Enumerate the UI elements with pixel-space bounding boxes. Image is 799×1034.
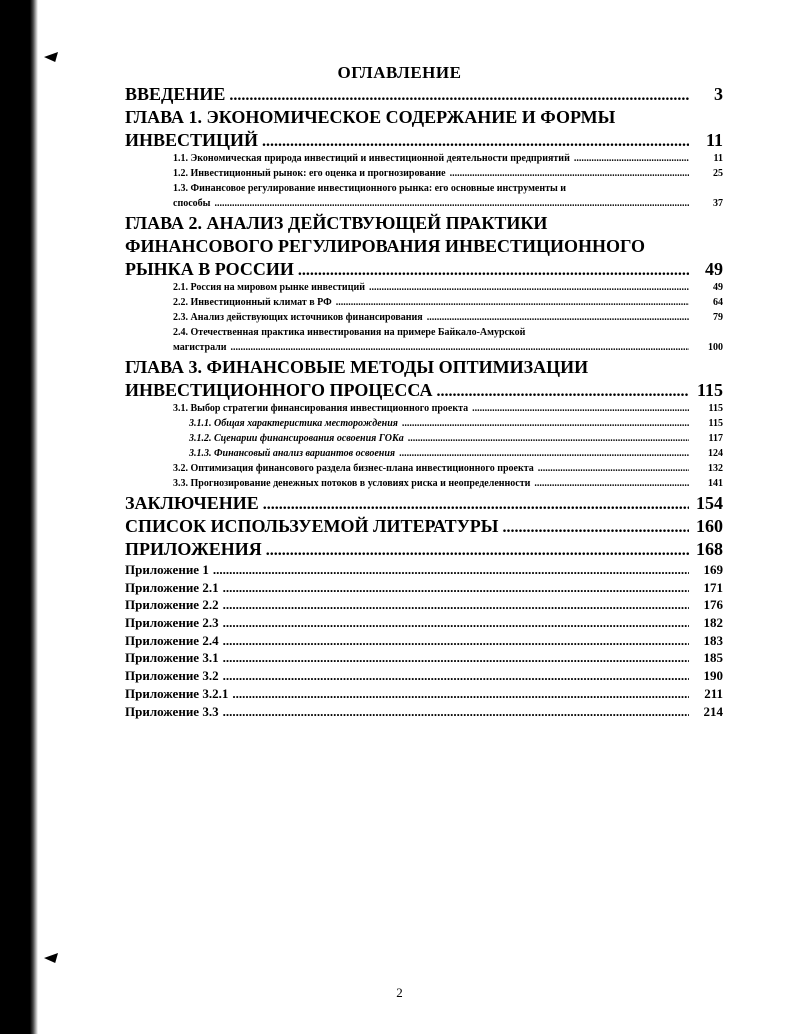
toc-page: 190 bbox=[703, 668, 723, 684]
toc-label: 3.1.1. Общая характеристика месторождения bbox=[189, 418, 398, 429]
toc-label: Приложение 3.1 bbox=[125, 650, 219, 666]
dot-leader bbox=[450, 168, 689, 179]
toc-page: 176 bbox=[703, 597, 723, 613]
dot-leader bbox=[408, 433, 689, 444]
dot-leader bbox=[232, 686, 689, 702]
table-of-contents bbox=[125, 84, 723, 721]
dot-leader bbox=[538, 463, 689, 474]
toc-entry-appendix[interactable] bbox=[125, 686, 723, 704]
toc-entry-appendix[interactable] bbox=[125, 668, 723, 686]
toc-page: 79 bbox=[713, 312, 723, 323]
dot-leader bbox=[231, 342, 689, 353]
toc-entry-appendix[interactable] bbox=[125, 562, 723, 580]
toc-page: 115 bbox=[696, 380, 723, 400]
toc-label: Приложение 3.2 bbox=[125, 668, 219, 684]
page-number: 2 bbox=[396, 985, 403, 1000]
toc-entry-appendix[interactable] bbox=[125, 650, 723, 668]
toc-page: 37 bbox=[713, 198, 723, 209]
section-1-3-title: 1.3. Финансовое регулирование инвестиционного рынка: его основные инструменты и bbox=[173, 183, 567, 194]
dot-leader bbox=[336, 297, 689, 308]
chapter-2-title: ГЛАВА 2. АНАЛИЗ ДЕЙСТВУЮЩЕЙ ПРАКТИКИ bbox=[125, 213, 548, 233]
toc-page: 124 bbox=[708, 448, 723, 459]
toc-label: магистрали bbox=[173, 342, 227, 353]
toc-entry-conclusion[interactable] bbox=[125, 493, 723, 516]
toc-label: ПРИЛОЖЕНИЯ bbox=[125, 539, 262, 559]
toc-page: 141 bbox=[708, 478, 723, 489]
toc-page: 49 bbox=[705, 259, 723, 279]
toc-entry-subsection-3-1-2[interactable] bbox=[125, 433, 723, 448]
chapter-1-title: ГЛАВА 1. ЭКОНОМИЧЕСКОЕ СОДЕРЖАНИЕ И ФОРМЫ bbox=[125, 107, 616, 127]
dot-leader bbox=[229, 87, 689, 105]
toc-page: 117 bbox=[708, 433, 723, 444]
toc-entry-section-1-3[interactable] bbox=[125, 198, 723, 213]
toc-entry-intro[interactable] bbox=[125, 84, 723, 107]
dot-leader bbox=[402, 418, 689, 429]
toc-entry-section-1-2[interactable] bbox=[125, 168, 723, 183]
dot-leader bbox=[223, 704, 689, 720]
toc-label: Приложение 2.3 bbox=[125, 615, 219, 631]
section-2-4-title: 2.4. Отечественная практика инвестирования на примере Байкало-Амурской bbox=[173, 327, 526, 338]
dot-leader bbox=[223, 580, 689, 596]
dot-leader bbox=[223, 597, 689, 613]
toc-label: Приложение 3.2.1 bbox=[125, 685, 229, 701]
toc-entry-appendices[interactable] bbox=[125, 539, 723, 562]
toc-page: 11 bbox=[713, 153, 723, 164]
toc-label: ИНВЕСТИЦИОННОГО ПРОЦЕССА bbox=[125, 380, 433, 400]
dot-leader bbox=[214, 198, 689, 209]
toc-label: 3.1.3. Финансовый анализ вариантов освоения bbox=[189, 448, 396, 459]
toc-entry-section-2-3[interactable] bbox=[125, 312, 723, 327]
toc-page: 168 bbox=[696, 539, 723, 559]
toc-page: 211 bbox=[704, 685, 723, 701]
dot-leader bbox=[369, 282, 689, 293]
toc-label: 2.1. Россия на мировом рынке инвестиций bbox=[173, 282, 365, 293]
dot-leader bbox=[266, 542, 689, 560]
dot-leader bbox=[502, 519, 689, 537]
toc-entry-references[interactable] bbox=[125, 516, 723, 539]
toc-label: способы bbox=[173, 198, 211, 209]
dot-leader bbox=[298, 262, 689, 280]
dot-leader bbox=[223, 633, 689, 649]
toc-page: 185 bbox=[703, 650, 723, 666]
toc-entry-appendix[interactable] bbox=[125, 615, 723, 633]
toc-entry-section-2-1[interactable] bbox=[125, 282, 723, 297]
toc-label: 3.2. Оптимизация финансового раздела бизнес-плана инвестиционного проекта bbox=[173, 463, 534, 474]
toc-entry-section-1-1[interactable] bbox=[125, 153, 723, 168]
toc-page: 183 bbox=[703, 632, 723, 648]
dot-leader bbox=[223, 650, 689, 666]
dot-leader bbox=[223, 615, 689, 631]
toc-label: 3.1.2. Сценарии финансирования освоения ГОКа bbox=[189, 433, 404, 444]
toc-page: 49 bbox=[713, 282, 723, 293]
toc-page: 171 bbox=[703, 579, 723, 595]
dot-leader bbox=[437, 383, 689, 401]
dot-leader bbox=[472, 403, 689, 414]
toc-page: 115 bbox=[708, 418, 723, 429]
toc-label: Приложение 2.1 bbox=[125, 579, 219, 595]
toc-entry-section-2-2[interactable] bbox=[125, 297, 723, 312]
page-title: ОГЛАВЛЕНИЕ bbox=[337, 63, 462, 82]
toc-label: ИНВЕСТИЦИЙ bbox=[125, 130, 259, 150]
toc-entry-appendix[interactable] bbox=[125, 580, 723, 598]
toc-entry-appendix[interactable] bbox=[125, 633, 723, 651]
chapter-3-title: ГЛАВА 3. ФИНАНСОВЫЕ МЕТОДЫ ОПТИМИЗАЦИИ bbox=[125, 357, 589, 377]
toc-label: 3.3. Прогнозирование денежных потоков в условиях риска и неопределенности bbox=[173, 478, 531, 489]
toc-entry-chapter-3[interactable] bbox=[125, 380, 723, 403]
toc-entry-subsection-3-1-3[interactable] bbox=[125, 448, 723, 463]
toc-label: 3.1. Выбор стратегии финансирования инвестиционного проекта bbox=[173, 403, 469, 414]
scan-edge bbox=[0, 0, 38, 1034]
toc-entry-appendix[interactable] bbox=[125, 704, 723, 722]
toc-label: РЫНКА В РОССИИ bbox=[125, 259, 294, 279]
toc-label: 2.2. Инвестиционный климат в РФ bbox=[173, 297, 332, 308]
toc-entry-chapter-2[interactable] bbox=[125, 259, 723, 282]
scan-mark-top bbox=[44, 52, 58, 62]
toc-entry-chapter-1[interactable] bbox=[125, 130, 723, 153]
chapter-2-title-line2: ФИНАНСОВОГО РЕГУЛИРОВАНИЯ ИНВЕСТИЦИОННОГО bbox=[125, 236, 645, 256]
dot-leader bbox=[399, 448, 689, 459]
dot-leader bbox=[574, 153, 689, 164]
dot-leader bbox=[534, 478, 689, 489]
toc-label: Приложение 2.4 bbox=[125, 632, 219, 648]
toc-label: 2.3. Анализ действующих источников финансирования bbox=[173, 312, 423, 323]
toc-page: 3 bbox=[714, 84, 723, 104]
dot-leader bbox=[427, 312, 689, 323]
toc-label: 1.2. Инвестиционный рынок: его оценка и прогнозирование bbox=[173, 168, 446, 179]
toc-entry-subsection-3-1-1[interactable] bbox=[125, 418, 723, 433]
toc-label: ВВЕДЕНИЕ bbox=[125, 84, 226, 104]
toc-entry-section-3-1[interactable] bbox=[125, 403, 723, 418]
toc-page: 169 bbox=[703, 562, 723, 577]
scan-mark-bottom bbox=[44, 953, 58, 963]
dot-leader bbox=[223, 668, 689, 684]
toc-page: 182 bbox=[703, 615, 723, 631]
toc-label: СПИСОК ИСПОЛЬЗУЕМОЙ ЛИТЕРАТУРЫ bbox=[125, 516, 499, 536]
dot-leader bbox=[262, 133, 689, 151]
toc-page: 132 bbox=[708, 463, 723, 474]
toc-label: Приложение 1 bbox=[125, 562, 209, 577]
toc-page: 115 bbox=[708, 403, 723, 414]
toc-page: 160 bbox=[696, 516, 723, 536]
toc-page: 154 bbox=[696, 493, 723, 513]
toc-page: 64 bbox=[713, 297, 723, 308]
toc-label: Приложение 3.3 bbox=[125, 703, 219, 719]
toc-entry-section-2-4[interactable] bbox=[125, 342, 723, 357]
toc-label: 1.1. Экономическая природа инвестиций и инвестиционной деятельности предприятий bbox=[173, 153, 570, 164]
toc-entry-appendix[interactable] bbox=[125, 597, 723, 615]
toc-page: 25 bbox=[713, 168, 723, 179]
dot-leader bbox=[213, 562, 689, 578]
toc-page: 100 bbox=[708, 342, 723, 353]
toc-entry-section-3-2[interactable] bbox=[125, 463, 723, 478]
toc-entry-section-3-3[interactable] bbox=[125, 478, 723, 493]
toc-label: ЗАКЛЮЧЕНИЕ bbox=[125, 493, 259, 513]
toc-page: 11 bbox=[705, 130, 723, 150]
toc-label: Приложение 2.2 bbox=[125, 597, 219, 613]
dot-leader bbox=[263, 496, 689, 514]
toc-page: 214 bbox=[703, 703, 723, 719]
